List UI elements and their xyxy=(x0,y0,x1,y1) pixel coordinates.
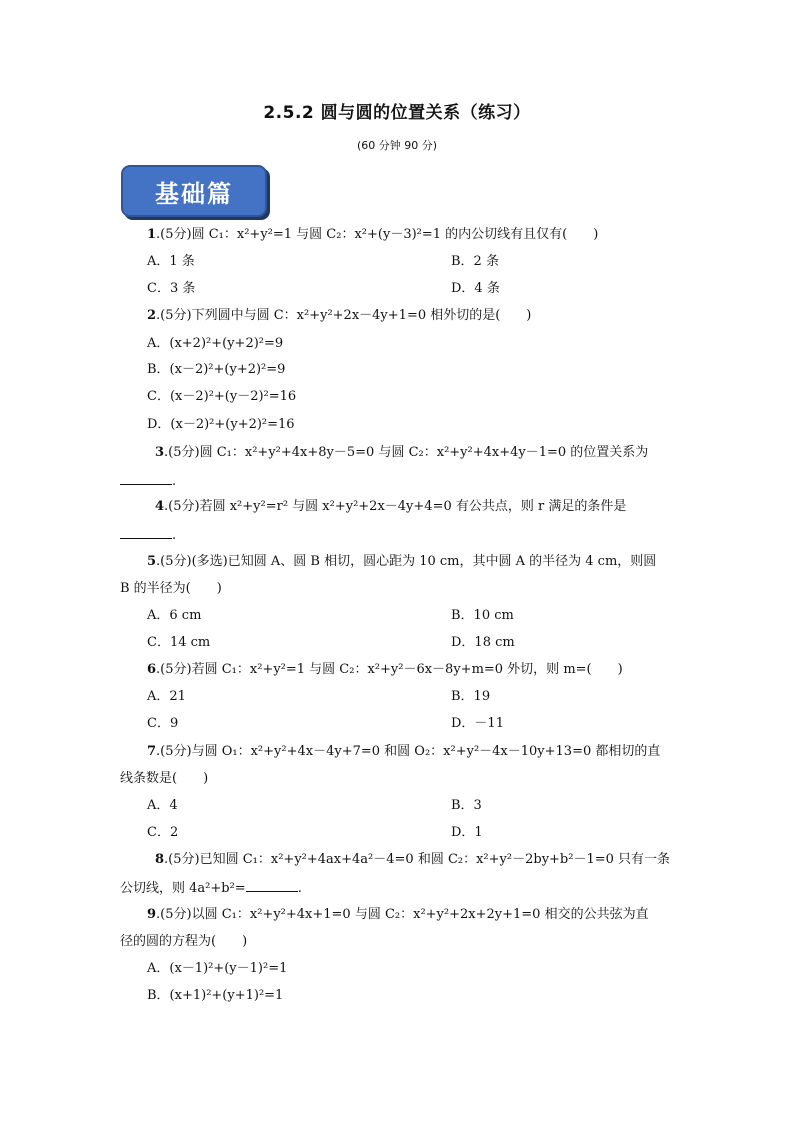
question-9-number: 9 xyxy=(147,907,157,922)
question-5-text: .(5分)(多选)已知圆 A、圆 B 相切，圆心距为 10 cm，其中圆 A 的半径为 4 cm，则圆 xyxy=(156,554,657,569)
question-2-option-b: B．(x－2)²+(y+2)²=9 xyxy=(147,362,286,377)
question-9-stem-line2: 径的圆的方程为( ) xyxy=(120,934,248,949)
question-1-option-d: D．4 条 xyxy=(451,281,500,296)
question-6-option-a: A．21 xyxy=(147,689,186,704)
question-5-option-a: A．6 cm xyxy=(147,608,202,623)
question-5-stem-line2: B 的半径为( ) xyxy=(120,581,222,596)
question-4-period: . xyxy=(172,528,177,543)
question-3-stem xyxy=(155,445,648,461)
question-6-number: 6 xyxy=(147,662,157,677)
question-6-option-d: D．－11 xyxy=(451,716,504,731)
question-5-number: 5 xyxy=(147,554,157,569)
question-4-blank[interactable] xyxy=(120,526,172,539)
question-4-answer-line xyxy=(120,526,176,544)
question-7-option-a: A．4 xyxy=(147,798,178,813)
question-3-text: .(5分)圆 C₁：x²+y²+4x+8y－5=0 与圆 C₂：x²+y²+4x+4y－1=0 的位置关系为 xyxy=(164,445,649,460)
question-2-option-d: D．(x－2)²+(y+2)²=16 xyxy=(147,417,295,432)
question-6-stem xyxy=(147,662,623,678)
question-5-option-c: C．14 cm xyxy=(147,635,211,650)
question-1-text: .(5分)圆 C₁：x²+y²=1 与圆 C₂：x²+(y－3)²=1 的内公切线有且仅有( ) xyxy=(156,227,599,242)
question-1-number: 1 xyxy=(147,227,157,242)
question-4-number: 4 xyxy=(155,499,165,514)
question-5-option-d: D．18 cm xyxy=(451,635,515,650)
question-6-text: .(5分)若圆 C₁：x²+y²=1 与圆 C₂：x²+y²－6x－8y+m=0 外切，则 m=( ) xyxy=(156,662,623,677)
question-1-stem xyxy=(147,227,598,243)
question-2-option-a: A．(x+2)²+(y+2)²=9 xyxy=(147,336,284,351)
question-2-text: .(5分)下列圆中与圆 C：x²+y²+2x－4y+1=0 相外切的是( ) xyxy=(156,308,532,323)
question-7-stem xyxy=(147,744,660,760)
question-2-number: 2 xyxy=(147,308,157,323)
question-9-stem xyxy=(147,907,649,923)
question-9-option-b: B．(x+1)²+(y+1)²=1 xyxy=(147,988,284,1003)
question-8-number: 8 xyxy=(155,852,165,867)
question-1-option-c: C．3 条 xyxy=(147,281,196,296)
question-7-text: .(5分)与圆 O₁：x²+y²+4x－4y+7=0 和圆 O₂：x²+y²－4x－10y+13=0 都相切的直 xyxy=(156,744,661,759)
question-1-option-a: A．1 条 xyxy=(147,254,195,269)
question-7-stem-line2: 线条数是( ) xyxy=(120,771,209,786)
question-8-text: .(5分)已知圆 C₁：x²+y²+4ax+4a²－4=0 和圆 C₂：x²+y²－2by+b²－1=0 只有一条 xyxy=(164,852,671,867)
question-8-stem xyxy=(155,852,670,868)
question-2-stem xyxy=(147,308,531,324)
question-6-option-c: C．9 xyxy=(147,716,179,731)
question-5-option-b: B．10 cm xyxy=(451,608,514,623)
question-8-stem-line2 xyxy=(120,879,302,897)
question-7-option-b: B．3 xyxy=(451,798,482,813)
question-3-number: 3 xyxy=(155,445,165,460)
question-9-option-a: A．(x－1)²+(y－1)²=1 xyxy=(147,961,288,976)
question-7-option-c: C．2 xyxy=(147,825,179,840)
section-badge-basic: 基础篇 xyxy=(121,165,267,217)
question-3-blank[interactable] xyxy=(120,472,172,485)
page-title: 2.5.2 圆与圆的位置关系（练习） xyxy=(263,103,531,123)
time-score-subtitle: (60 分钟 90 分) xyxy=(356,139,438,152)
question-9-text: .(5分)以圆 C₁：x²+y²+4x+1=0 与圆 C₂：x²+y²+2x+2y+1=0 相交的公共弦为直 xyxy=(156,907,649,922)
question-8-line2-text: 公切线，则 4a²+b²= xyxy=(120,881,246,896)
question-8-period: . xyxy=(297,881,302,896)
question-7-number: 7 xyxy=(147,744,157,759)
question-3-period: . xyxy=(172,474,177,489)
question-4-stem xyxy=(155,499,626,515)
question-6-option-b: B．19 xyxy=(451,689,491,704)
question-2-option-c: C．(x－2)²+(y－2)²=16 xyxy=(147,389,297,404)
question-4-text: .(5分)若圆 x²+y²=r² 与圆 x²+y²+2x－4y+4=0 有公共点，则 r 满足的条件是 xyxy=(164,499,627,514)
question-8-blank[interactable] xyxy=(246,879,298,892)
question-7-option-d: D．1 xyxy=(451,825,483,840)
question-5-stem xyxy=(147,554,656,570)
question-3-answer-line xyxy=(120,472,176,490)
question-1-option-b: B．2 条 xyxy=(451,254,499,269)
